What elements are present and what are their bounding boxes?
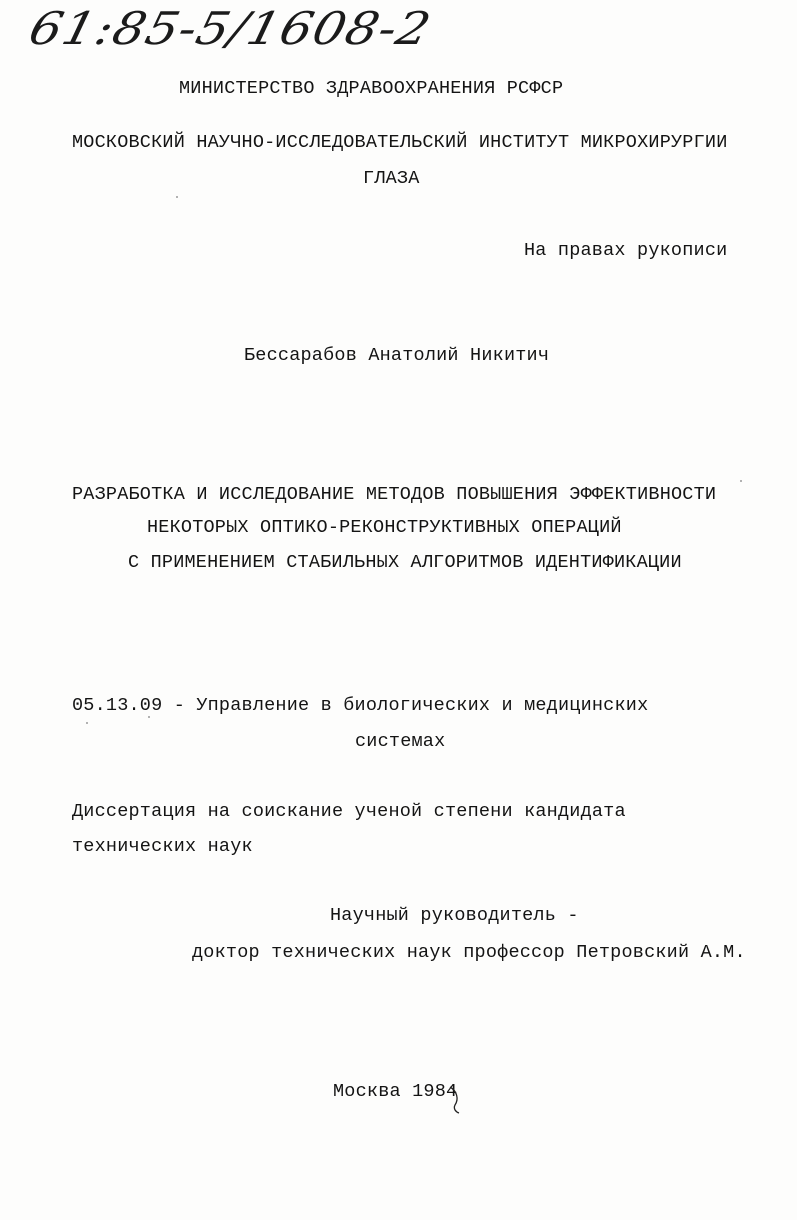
supervisor-label: Научный руководитель -	[330, 905, 579, 926]
dissertation-type-line1: Диссертация на соискание ученой степени кандидата	[72, 801, 626, 822]
specialty-code-line2: системах	[355, 731, 446, 752]
thesis-title-line3: С ПРИМЕНЕНИЕМ СТАБИЛЬНЫХ АЛГОРИТМОВ ИДЕНТИФИКАЦИИ	[128, 552, 682, 573]
paper-speck	[148, 716, 150, 718]
paper-speck	[86, 722, 88, 724]
dissertation-type-line2: технических наук	[72, 836, 253, 857]
thesis-title-line1: РАЗРАБОТКА И ИССЛЕДОВАНИЕ МЕТОДОВ ПОВЫШЕНИЯ ЭФФЕКТИВНОСТИ	[72, 484, 717, 505]
supervisor-name: доктор технических наук профессор Петровский А.М.	[192, 942, 746, 963]
institute-name-line2: ГЛАЗА	[363, 168, 420, 189]
institute-name-line1: МОСКОВСКИЙ НАУЧНО-ИССЛЕДОВАТЕЛЬСКИЙ ИНСТИТУТ МИКРОХИРУРГИИ	[72, 132, 728, 153]
city-and-year: Москва 1984	[333, 1081, 458, 1102]
author-name: Бессарабов Анатолий Никитич	[244, 345, 550, 366]
thesis-title-line2: НЕКОТОРЫХ ОПТИКО-РЕКОНСТРУКТИВНЫХ ОПЕРАЦИЙ	[147, 517, 622, 538]
specialty-code-line1: 05.13.09 - Управление в биологических и медицинских	[72, 695, 649, 716]
handwritten-catalog-number: 61:85-5/1608-2	[23, 2, 437, 55]
paper-speck	[740, 480, 742, 482]
manuscript-rights-note: На правах рукописи	[524, 240, 728, 261]
handwritten-correction-mark	[447, 1085, 463, 1115]
ministry-heading: МИНИСТЕРСТВО ЗДРАВООХРАНЕНИЯ РСФСР	[179, 78, 564, 99]
paper-speck	[176, 196, 178, 198]
